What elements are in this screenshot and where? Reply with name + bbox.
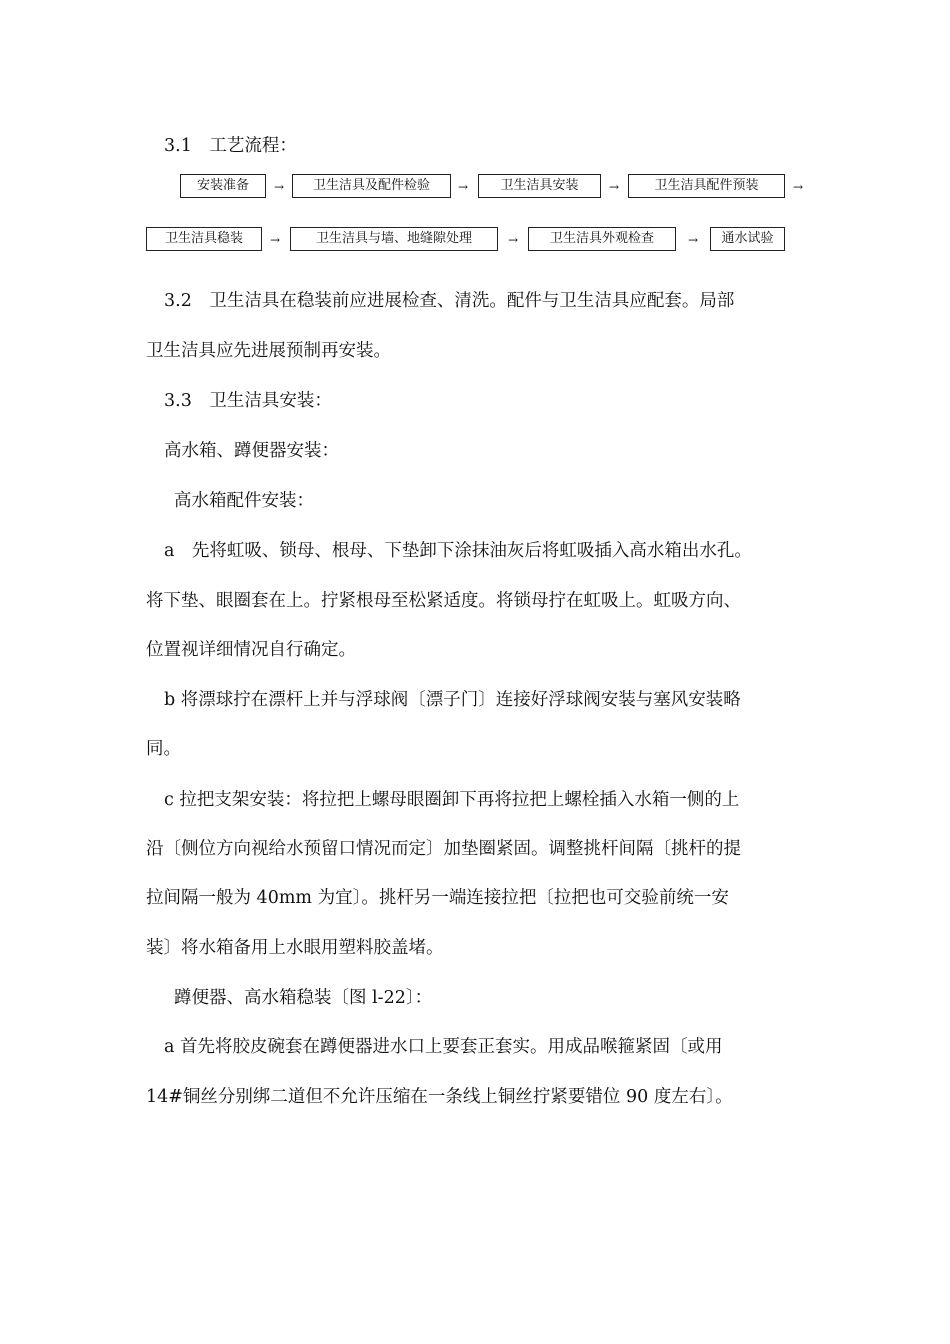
subheading-squat-toilet-stabilize: 蹲便器、高水箱稳装〔图 l-22〕： xyxy=(174,988,433,1008)
flow-step-preassemble: 卫生洁具配件预装 xyxy=(628,174,785,198)
item-c-line-3: 拉间隔一般为 40mm 为宜〕。挑杆另一端连接拉把〔拉把也可交验前统一安 xyxy=(146,888,729,908)
item-c-line-2: 沿〔侧位方向视给水预留口情况而定〕加垫圈紧固。调整挑杆间隔〔挑杆的提 xyxy=(146,839,741,859)
paragraph-3-2-line-1: 3.2 卫生洁具在稳装前应进展检查、清洗。配件与卫生洁具应配套。局部 xyxy=(164,291,735,311)
subheading-high-tank-fittings: 高水箱配件安装： xyxy=(174,491,314,511)
flow-arrow: → xyxy=(458,180,469,194)
flow-step-stabilize: 卫生洁具稳装 xyxy=(146,227,262,251)
item-b-line-1: b 将漂球拧在漂杆上并与浮球阀〔漂子门〕连接好浮球阀安装与塞风安装略 xyxy=(164,690,741,710)
flow-step-gap-treatment: 卫生洁具与墙、地缝隙处理 xyxy=(290,227,498,251)
item-a-line-3: 位置视详细情况自行确定。 xyxy=(146,640,356,660)
item-a2-line-2: 14#铜丝分别绑二道但不允许压缩在一条线上铜丝拧紧要错位 90 度左右〕。 xyxy=(146,1087,733,1107)
item-b-line-2: 同。 xyxy=(146,739,181,759)
flow-step-install: 卫生洁具安装 xyxy=(478,174,601,198)
flow-arrow: → xyxy=(688,233,699,247)
flow-step-appearance-check: 卫生洁具外观检查 xyxy=(528,227,676,251)
section-heading-3-3: 3.3 卫生洁具安装： xyxy=(164,391,332,411)
paragraph-3-2-line-2: 卫生洁具应先进展预制再安装。 xyxy=(146,341,391,361)
flow-arrow: → xyxy=(270,233,281,247)
flow-arrow: → xyxy=(793,180,804,194)
flow-arrow: → xyxy=(274,180,285,194)
item-a2-line-1: a 首先将胶皮碗套在蹲便器进水口上要套正套实。用成品喉箍紧固〔或用 xyxy=(164,1037,723,1057)
item-c-line-1: c 拉把支架安装：将拉把上螺母眼圈卸下再将拉把上螺栓插入水箱一侧的上 xyxy=(164,790,740,810)
item-a-line-1: a 先将虹吸、锁母、根母、下垫卸下涂抹油灰后将虹吸插入高水箱出水孔。 xyxy=(164,541,752,561)
item-c-line-4: 装〕将水箱备用上水眼用塑料胶盖堵。 xyxy=(146,938,444,958)
flow-step-water-test: 通水试验 xyxy=(710,227,785,251)
flow-arrow: → xyxy=(508,233,519,247)
flow-arrow: → xyxy=(609,180,620,194)
subheading-high-tank-squat-toilet: 高水箱、蹲便器安装： xyxy=(164,441,339,461)
item-a-line-2: 将下垫、眼圈套在上。拧紧根母至松紧适度。将锁母拧在虹吸上。虹吸方向、 xyxy=(146,591,741,611)
flow-step-prepare: 安装准备 xyxy=(180,174,266,198)
flow-step-inspect: 卫生洁具及配件检验 xyxy=(292,174,451,198)
section-heading-3-1: 3.1 工艺流程： xyxy=(164,136,297,156)
